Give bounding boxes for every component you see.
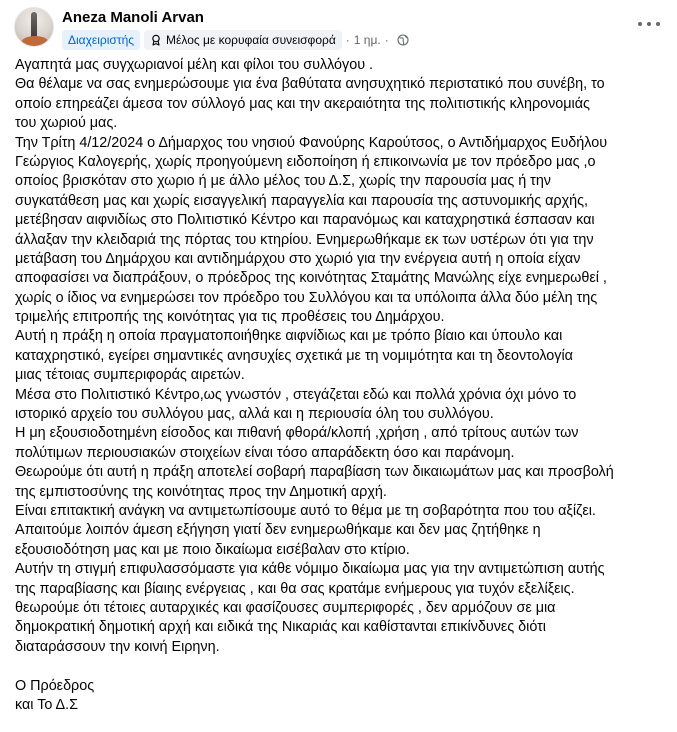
body-line: ιστορικό αρχείο του συλλόγου μας, αλλά και η περιουσία όλη του συλλόγου. bbox=[15, 406, 494, 423]
role-badge[interactable]: Διαχειριστής bbox=[62, 30, 140, 50]
badge-label: Μέλος με κορυφαία συνεισφορά bbox=[166, 33, 336, 47]
post-header bbox=[14, 0, 663, 56]
separator-dot-2: · bbox=[384, 33, 389, 47]
body-line: διαταράσσουν την κοινή Ειρηνη. bbox=[15, 638, 220, 655]
body-line: αποφασίσει να διαπράξουν, ο πρόεδρος της κοινότητας Σταμάτης Μανώλης είχε ενημερωθεί , bbox=[15, 270, 607, 287]
body-line: Είναι επιτακτική ανάγκη να αντιμετωπίσουμε αυτό το θέμα με τη σοβαρότητα που του αξίζει. bbox=[15, 502, 596, 519]
body-line: τριμελής επιτροπής της κοινότητας για τις προθέσεις του Δημάρχου. bbox=[15, 309, 445, 326]
body-line: Θεωρούμε ότι αυτή η πράξη αποτελεί σοβαρή παραβίαση των δικαιωμάτων μας και προσβολή bbox=[15, 464, 614, 481]
body-line: μετέβησαν αιφνιδίως στο Πολιτιστικό Κέντρο και παρανόμως και καταχρηστικά έσπασαν και bbox=[15, 212, 595, 229]
body-line: του χωριού μας. bbox=[15, 115, 118, 132]
body-line: οποίος βρισκόταν στο χωριο ή με άλλο μέλος του Δ.Σ, χωρίς την παρουσία μας ή την bbox=[15, 173, 551, 190]
body-line: εξουσιοδότηση μας και με ποιο δικαίωμα εισέβαλαν στο κτίριο. bbox=[15, 541, 410, 558]
avatar-base bbox=[21, 36, 49, 47]
body-line: δημοκρατική δημοτική αρχή και ειδικά της Νικαριάς και καθίστανται επικίνδυνες διότι bbox=[15, 619, 546, 636]
body-line: μετάβαση του Δημάρχου και αντιδημάρχου στο χωριό για την ενέργεια αυτή η οποία είχαν bbox=[15, 250, 581, 267]
post-timestamp[interactable]: 1 ημ. bbox=[353, 33, 381, 47]
avatar-figure bbox=[31, 12, 37, 38]
post-body bbox=[14, 56, 663, 715]
body-line: της παραβίασης και βίαιης ενέργειας , και θα σας κρατάμε ενήμερους για τυχόν εξελίξεις. bbox=[15, 580, 575, 597]
body-line: καταχρηστικό, εγείρει σημαντικές ανησυχίες σχετικά με τη νομιμότητα και τη δεοντολογία bbox=[15, 347, 573, 364]
body-line: Αυτή η πράξη η οποία πραγματοποιήθηκε αιφνίδιως και με τρόπο βίαιο και ύπουλο και bbox=[15, 328, 563, 345]
top-contributor-badge[interactable] bbox=[144, 30, 342, 50]
globe-icon[interactable] bbox=[397, 34, 409, 46]
body-line: Απαιτούμε λοιπόν άμεση εξήγηση γιατί δεν ενημερωθήκαμε και δεν μας ζητήθηκε η bbox=[15, 522, 541, 539]
body-line: χωρίς ο ίδιος να ενημερώσει τον πρόεδρο του Συλλόγου και τα υπόλοιπα άλλα δύο μέλη της bbox=[15, 289, 598, 306]
body-line: της εμπιστοσύνης της κοινότητας προς την Δημοτική αρχή. bbox=[15, 483, 387, 500]
body-line: συγκατάθεση μας και χωρίς εισαγγελική παραγγελία και παρουσία της αστυνομικής αρχής, bbox=[15, 192, 589, 209]
separator-dot: · bbox=[345, 33, 350, 47]
post-subline bbox=[62, 30, 409, 50]
body-line: Γεώργιος Καλογερής, χωρίς προηγούμενη ειδοποίηση ή επικοινωνία με τον πρόεδρο μας ,ο bbox=[15, 153, 596, 170]
body-line: Μέσα στο Πολιτιστικό Κέντρο,ως γνωστόν , στεγάζεται εδώ και πολλά χρόνια όχι μόνο το bbox=[15, 386, 577, 403]
body-line: Αυτήν τη στιγμή επιφυλασσόμαστε για κάθε νόμιμο δικαίωμα μας για την αντιμετώπιση αυτής bbox=[15, 561, 605, 578]
body-line: άλλαξαν την κλειδαριά της πόρτας του κτηρίου. Ενημερωθήκαμε εκ των υστέρων ότι για την bbox=[15, 231, 594, 248]
signature-line: Ο Πρόεδρος bbox=[15, 677, 95, 694]
author-name[interactable]: Aneza Manoli Arvan bbox=[62, 9, 204, 26]
more-dot bbox=[656, 22, 660, 26]
body-line: πολύτιμων περιουσιακών στοιχείων είναι τόσο απαράδεκτη όσο και παράνομη. bbox=[15, 444, 515, 461]
body-line: οποίο επηρεάζει άμεσα τον σύλλογό μας και την ακεραιότητα της πολιτιστικής κληρονομιάς bbox=[15, 95, 590, 112]
body-line: Η μη εξουσιοδοτημένη είσοδος και πιθανή φθορά/κλοπή ,χρήση , από τρίτους αυτών των bbox=[15, 425, 579, 442]
signature-line: και Το Δ.Σ bbox=[15, 696, 78, 713]
body-line: θεωρούμε ότι τέτοιες αυταρχικές και φασίζουσες συμπεριφορές , δεν αρμόζουν σε μια bbox=[15, 599, 556, 616]
award-ribbon-icon bbox=[150, 34, 162, 46]
author-avatar[interactable] bbox=[14, 7, 54, 47]
body-line: Την Τρίτη 4/12/2024 ο Δήμαρχος του νησιού Φανούρης Καρούτσος, ο Αντιδήμαρχος Ευδήλου bbox=[15, 134, 608, 151]
body-line: Αγαπητά μας συγχωριανοί μέλη και φίλοι του συλλόγου . bbox=[15, 57, 374, 73]
more-options-icon[interactable] bbox=[635, 14, 663, 34]
more-dot bbox=[647, 22, 651, 26]
body-line: μιας τέτοιας συμπεριφοράς αιρετών. bbox=[15, 367, 245, 384]
more-dot bbox=[638, 22, 642, 26]
body-line: Θα θέλαμε να σας ενημερώσουμε για ένα βαθύτατα ανησυχητικό περιστατικό που συνέβη, το bbox=[15, 76, 605, 93]
post-meta bbox=[62, 7, 409, 50]
paragraph-spacer bbox=[15, 657, 663, 676]
